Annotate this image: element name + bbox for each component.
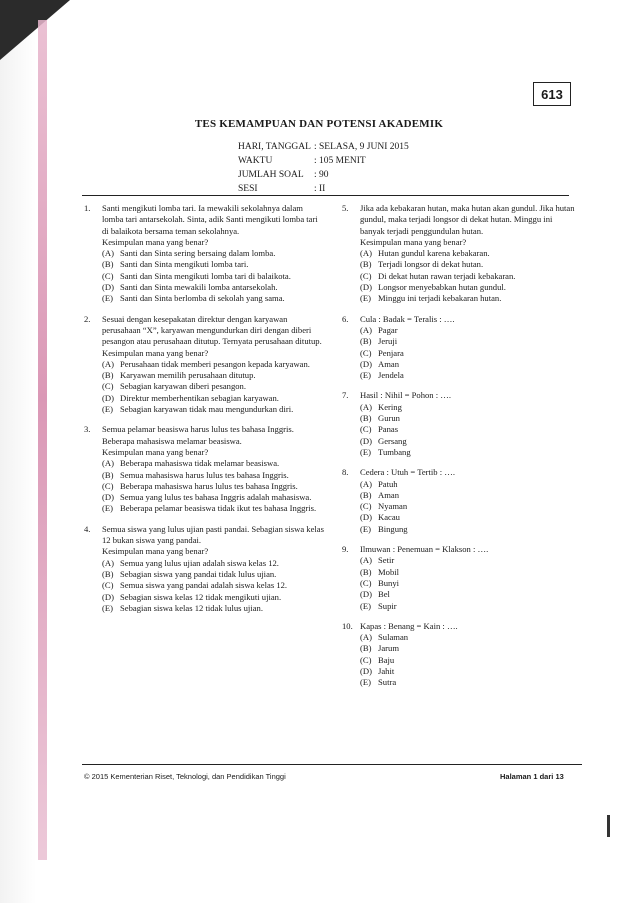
question-number: 4. [84, 523, 91, 534]
answer-option [360, 424, 578, 435]
answer-option [360, 501, 578, 512]
option-letter: (D) [102, 282, 114, 293]
option-letter: (E) [360, 600, 371, 611]
answer-option [102, 569, 324, 580]
option-letter: (A) [360, 401, 372, 412]
answer-option [102, 481, 324, 492]
answer-option [360, 359, 578, 370]
question-item [342, 390, 578, 458]
option-text: Gurun [378, 413, 400, 424]
option-text: Terjadi longsor di dekat hutan. [378, 259, 484, 270]
answer-option [360, 336, 578, 347]
answer-option [102, 359, 324, 370]
answer-option [360, 248, 578, 259]
answer-option [360, 601, 578, 612]
question-text: Cula : Badak = Teralis : …. [360, 313, 455, 324]
answer-option [102, 558, 324, 569]
answer-option [102, 404, 324, 415]
option-letter: (B) [102, 469, 114, 480]
option-letter: (E) [102, 404, 113, 415]
option-text: Penjara [378, 347, 404, 358]
question-item [84, 424, 324, 514]
answer-option [360, 490, 578, 501]
meta-row [238, 168, 409, 182]
option-letter: (A) [102, 358, 114, 369]
option-text: Santi dan Sinta mengikuti lomba tari di balaikota. [120, 270, 291, 281]
answer-option [360, 348, 578, 359]
header-divider [82, 195, 569, 196]
question-body [360, 544, 578, 612]
answer-option [102, 381, 324, 392]
option-text: Mobil [378, 566, 400, 577]
option-text: Jeruji [378, 336, 398, 347]
meta-value: : 90 [314, 170, 329, 180]
answer-option [360, 479, 578, 490]
option-text: Gersang [378, 435, 407, 446]
question-number: 10. [342, 620, 353, 631]
answer-option [102, 603, 324, 614]
option-letter: (E) [360, 677, 371, 688]
option-letter: (C) [360, 654, 372, 665]
scan-corner [0, 0, 70, 60]
option-text: Sulaman [378, 632, 409, 643]
question-text: Ilmuwan : Penemuan = Klakson : …. [360, 544, 489, 555]
answer-option [360, 578, 578, 589]
answer-option [102, 470, 324, 481]
answer-option [360, 370, 578, 381]
question-item [84, 524, 324, 614]
option-text: Semua mahasiswa harus lulus tes bahasa Inggris. [120, 469, 289, 480]
meta-label: SESI [238, 184, 258, 194]
option-text: Pagar [378, 324, 398, 335]
question-prompt: Kesimpulan mana yang benar? [102, 546, 209, 557]
option-text: Santi dan Sinta mengikuti lomba tari. [120, 259, 249, 270]
option-text: Beberapa pelamar beasiswa tidak ikut tes bahasa Inggris. [120, 503, 317, 514]
option-letter: (B) [360, 259, 372, 270]
question-body [102, 424, 324, 514]
option-text: Sebagian siswa kelas 12 tidak lulus ujian. [120, 602, 263, 613]
option-text: Di dekat hutan rawan terjadi kebakaran. [378, 270, 516, 281]
question-body [102, 203, 324, 305]
answer-option [360, 436, 578, 447]
option-text: Panas [378, 424, 399, 435]
question-number: 6. [342, 313, 349, 324]
option-text: Setir [378, 555, 395, 566]
footer-copyright: © 2015 Kementerian Riset, Teknologi, dan Pendidikan Tinggi [84, 772, 286, 781]
option-letter: (E) [360, 446, 371, 457]
meta-label: JUMLAH SOAL [238, 170, 304, 180]
meta-row [238, 140, 409, 154]
option-text: Jendela [378, 370, 404, 381]
question-text: Cedera : Utuh = Tertib : …. [360, 467, 456, 478]
option-text: Hutan gundul karena kebakaran. [378, 248, 490, 259]
exam-meta [238, 140, 409, 196]
option-text: Semua yang lulus tes bahasa Inggris adalah mahasiswa. [120, 492, 312, 503]
answer-option [102, 370, 324, 381]
answer-option [360, 589, 578, 600]
option-letter: (C) [102, 381, 114, 392]
answer-option [102, 503, 324, 514]
option-text: Tumbang [378, 446, 411, 457]
option-letter: (B) [102, 259, 114, 270]
option-text: Aman [378, 358, 400, 369]
option-text: Bunyi [378, 577, 400, 588]
question-item [342, 203, 578, 305]
answer-option [360, 325, 578, 336]
option-text: Direktur memberhentikan sebagian karyawan. [120, 392, 279, 403]
page-number-badge: 613 [533, 82, 571, 106]
answer-option [102, 592, 324, 603]
answer-option [360, 402, 578, 413]
option-text: Bel [378, 589, 390, 600]
question-text: Jika ada kebakaran hutan, maka hutan akan gundul. Jika hutan gundul, maka terjadi longsor di dekat hutan. Minggu ini banyak terjadi penggundulan hutan. [360, 203, 575, 236]
question-body [360, 203, 578, 305]
page-title: TES KEMAMPUAN DAN POTENSI AKADEMIK [194, 118, 444, 130]
question-number: 1. [84, 203, 91, 213]
option-letter: (C) [360, 270, 372, 281]
option-text: Sebagian karyawan tidak mau mengundurkan diri. [120, 404, 294, 415]
answer-option [102, 248, 324, 259]
question-number: 5. [342, 203, 349, 213]
question-prompt: Kesimpulan mana yang benar? [102, 446, 209, 457]
option-letter: (B) [360, 566, 372, 577]
option-letter: (A) [360, 632, 372, 643]
question-prompt: Kesimpulan mana yang benar? [102, 347, 209, 358]
option-letter: (E) [360, 293, 371, 304]
option-letter: (A) [102, 458, 114, 469]
meta-label: HARI, TANGGAL [238, 142, 311, 152]
answer-option [102, 282, 324, 293]
option-letter: (C) [102, 270, 114, 281]
option-letter: (A) [360, 478, 372, 489]
option-letter: (E) [360, 370, 371, 381]
meta-row [238, 182, 409, 196]
option-text: Sebagian siswa yang pandai tidak lulus ujian. [120, 568, 277, 579]
scan-shadow [0, 0, 36, 903]
meta-row [238, 154, 409, 168]
answer-option [102, 492, 324, 503]
option-text: Minggu ini terjadi kebakaran hutan. [378, 293, 502, 304]
option-letter: (D) [102, 492, 114, 503]
option-letter: (B) [360, 336, 372, 347]
question-prompt: Kesimpulan mana yang benar? [102, 236, 209, 247]
answer-option [360, 567, 578, 578]
question-number: 9. [342, 544, 349, 555]
answer-option [102, 580, 324, 591]
option-letter: (C) [360, 577, 372, 588]
option-text: Bingung [378, 523, 408, 534]
option-letter: (C) [102, 480, 114, 491]
answer-option [360, 677, 578, 688]
answer-option [360, 512, 578, 523]
option-letter: (A) [360, 248, 372, 259]
option-letter: (D) [360, 358, 372, 369]
option-text: Beberapa mahasiswa harus lulus tes bahasa Inggris. [120, 480, 298, 491]
meta-label: WAKTU [238, 156, 273, 166]
question-prompt: Kesimpulan mana yang benar? [360, 236, 467, 247]
option-letter: (E) [102, 602, 113, 613]
question-text: Sesuai dengan kesepakatan direktur dengan karyawan perusahaan “X”, karyawan mengundurkan diri dengan diberi pesangon atau perusahaan ditutup. Ternyata perusahaan ditutup. [102, 313, 322, 347]
question-item [342, 621, 578, 689]
question-number: 2. [84, 313, 91, 324]
meta-value: : II [314, 184, 326, 194]
question-item [342, 544, 578, 612]
option-text: Beberapa mahasiswa tidak melamar beasiswa. [120, 458, 280, 469]
option-letter: (A) [102, 248, 114, 259]
option-text: Semua yang lulus ujian adalah siswa kelas 12. [120, 557, 279, 568]
option-letter: (B) [360, 489, 372, 500]
option-text: Longsor menyebabkan hutan gundul. [378, 282, 506, 293]
question-number: 8. [342, 467, 349, 478]
question-text: Hasil : Nihil = Pohon : …. [360, 390, 452, 401]
question-item [342, 314, 578, 382]
question-item [84, 314, 324, 416]
answer-option [360, 447, 578, 458]
highlighter-mark [38, 20, 47, 860]
answer-option [360, 293, 578, 304]
answer-option [102, 393, 324, 404]
option-text: Kering [378, 401, 402, 412]
answer-option [102, 271, 324, 282]
option-letter: (C) [360, 424, 372, 435]
option-text: Nyaman [378, 501, 408, 512]
option-letter: (A) [102, 557, 114, 568]
footer-divider [82, 764, 582, 765]
option-text: Perusahaan tidak memberi pesangon kepada karyawan. [120, 358, 310, 369]
option-text: Semua siswa yang pandai adalah siswa kelas 12. [120, 580, 288, 591]
option-letter: (B) [102, 370, 114, 381]
answer-option [102, 259, 324, 270]
question-text: Kapas : Benang = Kain : …. [360, 620, 458, 631]
answer-option [360, 271, 578, 282]
question-text: Semua siswa yang lulus ujian pasti pandai. Sebagian siswa kelas 12 bukan siswa yang pandai. [102, 523, 324, 546]
question-text: Semua pelamar beasiswa harus lulus tes bahasa Inggris. Beberapa mahasiswa melamar beasiswa. [102, 424, 294, 446]
option-letter: (D) [102, 392, 114, 403]
option-letter: (D) [360, 282, 372, 293]
answer-option [360, 632, 578, 643]
answer-option [360, 643, 578, 654]
option-letter: (E) [360, 523, 371, 534]
option-letter: (D) [360, 512, 372, 523]
option-letter: (D) [360, 665, 372, 676]
question-column-left [84, 203, 324, 623]
answer-option [360, 524, 578, 535]
answer-option [360, 259, 578, 270]
answer-option [360, 666, 578, 677]
question-number: 3. [84, 424, 91, 435]
question-body [360, 314, 578, 382]
footer-page-count: Halaman 1 dari 13 [500, 772, 564, 781]
option-text: Santi dan Sinta sering bersaing dalam lomba. [120, 248, 276, 259]
option-text: Santi dan Sinta berlomba di sekolah yang sama. [120, 293, 285, 304]
answer-option [360, 282, 578, 293]
question-body [360, 390, 578, 458]
question-body [102, 524, 324, 614]
question-column-right [342, 203, 578, 698]
option-letter: (E) [102, 503, 113, 514]
option-text: Patuh [378, 478, 398, 489]
option-letter: (D) [360, 589, 372, 600]
answer-option [360, 413, 578, 424]
option-text: Santi dan Sinta mewakili lomba antarsekolah. [120, 282, 278, 293]
option-text: Aman [378, 489, 400, 500]
option-letter: (C) [102, 580, 114, 591]
option-letter: (A) [360, 324, 372, 335]
meta-value: : SELASA, 9 JUNI 2015 [314, 142, 409, 152]
option-letter: (B) [360, 413, 372, 424]
scan-mark [607, 815, 610, 837]
option-letter: (C) [360, 501, 372, 512]
question-number: 7. [342, 390, 349, 401]
option-text: Karyawan memilih perusahaan ditutup. [120, 370, 256, 381]
meta-value: : 105 MENIT [314, 156, 366, 166]
answer-option [360, 555, 578, 566]
option-text: Kacau [378, 512, 400, 523]
question-body [102, 314, 324, 416]
option-text: Sutra [378, 677, 397, 688]
answer-option [360, 655, 578, 666]
option-letter: (D) [360, 435, 372, 446]
option-letter: (B) [102, 568, 114, 579]
option-text: Sebagian siswa kelas 12 tidak mengikuti ujian. [120, 591, 282, 602]
answer-option [102, 293, 324, 304]
option-text: Jarum [378, 643, 400, 654]
question-body [360, 621, 578, 689]
question-item [342, 467, 578, 535]
option-text: Supir [378, 600, 397, 611]
question-body [360, 467, 578, 535]
answer-option [102, 458, 324, 469]
option-letter: (D) [102, 591, 114, 602]
option-text: Baju [378, 654, 395, 665]
option-text: Jahit [378, 665, 395, 676]
option-letter: (E) [102, 293, 113, 304]
option-letter: (B) [360, 643, 372, 654]
question-text: Santi mengikuti lomba tari. Ia mewakili sekolahnya dalam lomba tari antarsekolah. Sinta, adik Santi mengikuti lomba tari di balaikota bersama teman sekolahnya. [102, 203, 318, 236]
option-text: Sebagian karyawan diberi pesangon. [120, 381, 246, 392]
option-letter: (C) [360, 347, 372, 358]
question-item [84, 203, 324, 305]
option-letter: (A) [360, 555, 372, 566]
